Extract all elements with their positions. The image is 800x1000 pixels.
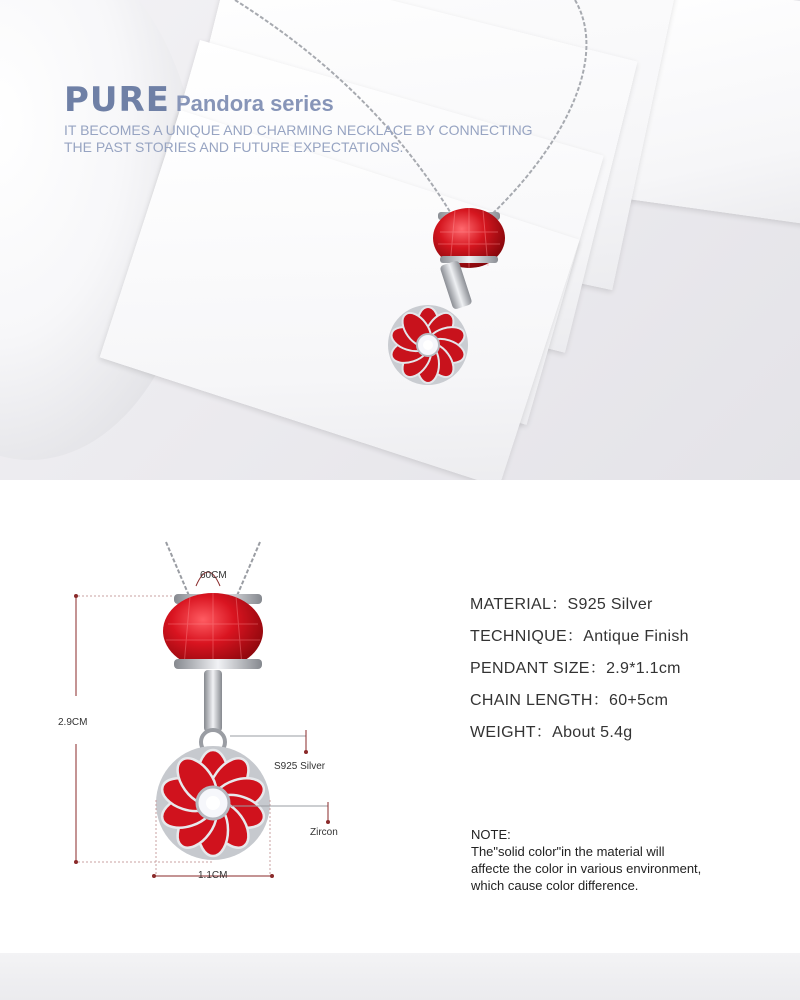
- chain-length-label: 60CM: [200, 570, 227, 581]
- flower-charm: [388, 305, 468, 385]
- hero-title: [64, 80, 334, 120]
- hero-banner: [0, 0, 800, 480]
- chain: [166, 542, 190, 598]
- material-callout-label: S925 Silver: [274, 761, 326, 772]
- note-title: NOTE:: [471, 827, 511, 842]
- note-line: which cause color difference.: [471, 878, 639, 893]
- red-glass-bead: [433, 208, 505, 268]
- hero-necklace-image: [0, 0, 800, 480]
- bail: [204, 670, 222, 732]
- series-name: Pandora series: [175, 91, 334, 116]
- note-line: affecte the color in various environment,: [471, 861, 702, 876]
- chain: [236, 542, 260, 598]
- width-label: 1.1CM: [198, 870, 228, 881]
- height-label: 2.9CM: [58, 717, 88, 728]
- brand-name: PURE: [64, 80, 170, 120]
- tagline-line: IT BECOMES A UNIQUE AND CHARMING NECKLACE BY CONNECTING: [64, 122, 533, 138]
- spec-chain-length: CHAIN LENGTH：60+5cm: [470, 692, 669, 709]
- next-section-band: [0, 953, 800, 1000]
- product-dimension-diagram: [40, 530, 360, 880]
- spec-pendant-size: PENDANT SIZE：2.9*1.1cm: [470, 660, 681, 677]
- stone-callout-label: Zircon: [310, 827, 338, 838]
- spec-material: MATERIAL：S925 Silver: [470, 596, 653, 613]
- spec-list: [470, 594, 689, 754]
- spec-technique: TECHNIQUE：Antique Finish: [470, 628, 689, 645]
- note-line: The"solid color"in the material will: [471, 844, 665, 859]
- spec-weight: WEIGHT：About 5.4g: [470, 724, 633, 741]
- chain: [488, 0, 586, 218]
- flower-charm: [156, 746, 270, 860]
- hero-tagline: [64, 122, 584, 156]
- tagline-line: THE PAST STORIES AND FUTURE EXPECTATIONS.: [64, 139, 404, 155]
- red-glass-bead: [163, 593, 263, 669]
- note-block: [471, 826, 771, 894]
